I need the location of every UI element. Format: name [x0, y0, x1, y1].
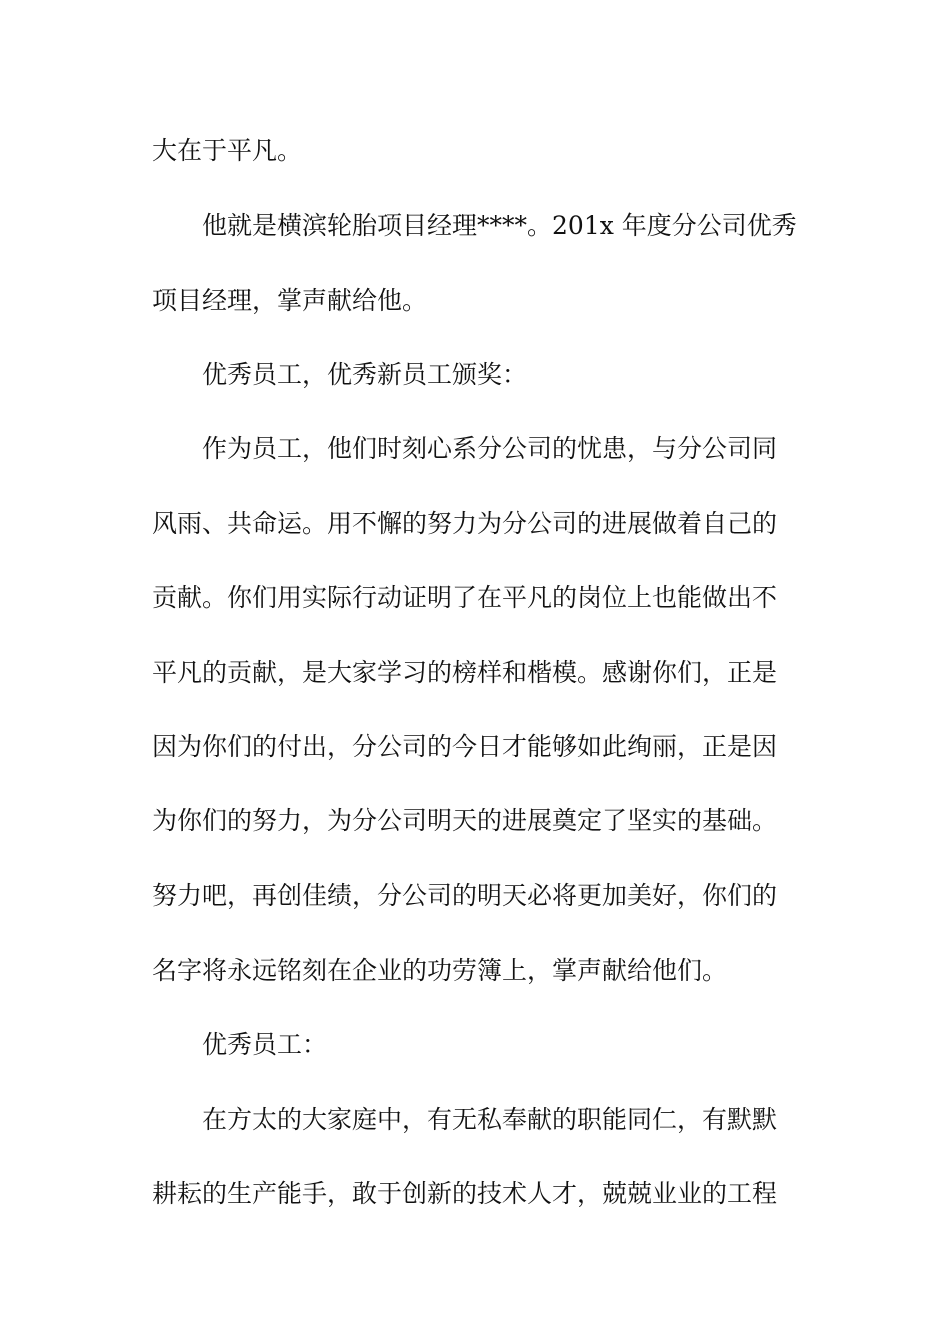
- text-line: 在方太的大家庭中，有无私奉献的职能同仁，有默默: [202, 1105, 778, 1134]
- text-line: 努力吧，再创佳绩，分公司的明天必将更加美好，你们的: [152, 881, 778, 910]
- text-line: 优秀员工，优秀新员工颁奖：: [202, 360, 528, 389]
- text-line: 大在于平凡。: [152, 136, 303, 165]
- text-line: 作为员工，他们时刻心系分公司的忧患，与分公司同: [202, 434, 778, 463]
- text-line: 项目经理，掌声献给他。: [152, 286, 428, 315]
- text-line: 风雨、共命运。用不懈的努力为分公司的进展做着自己的: [152, 509, 778, 538]
- text-line: 名字将永远铭刻在企业的功劳簿上，掌声献给他们。: [152, 956, 728, 985]
- text-line: 耕耘的生产能手，敢于创新的技术人才，兢兢业业的工程: [152, 1179, 778, 1208]
- text-line: 优秀员工：: [202, 1030, 328, 1059]
- text-line: 贡献。你们用实际行动证明了在平凡的岗位上也能做出不: [152, 583, 778, 612]
- text-line: 平凡的贡献，是大家学习的榜样和楷模。感谢你们，正是: [152, 658, 778, 687]
- text-line: 他就是横滨轮胎项目经理****。201x 年度分公司优秀: [202, 211, 797, 240]
- text-line: 为你们的努力，为分公司明天的进展奠定了坚实的基础。: [152, 806, 778, 835]
- text-line: 因为你们的付出，分公司的今日才能够如此绚丽，正是因: [152, 732, 778, 761]
